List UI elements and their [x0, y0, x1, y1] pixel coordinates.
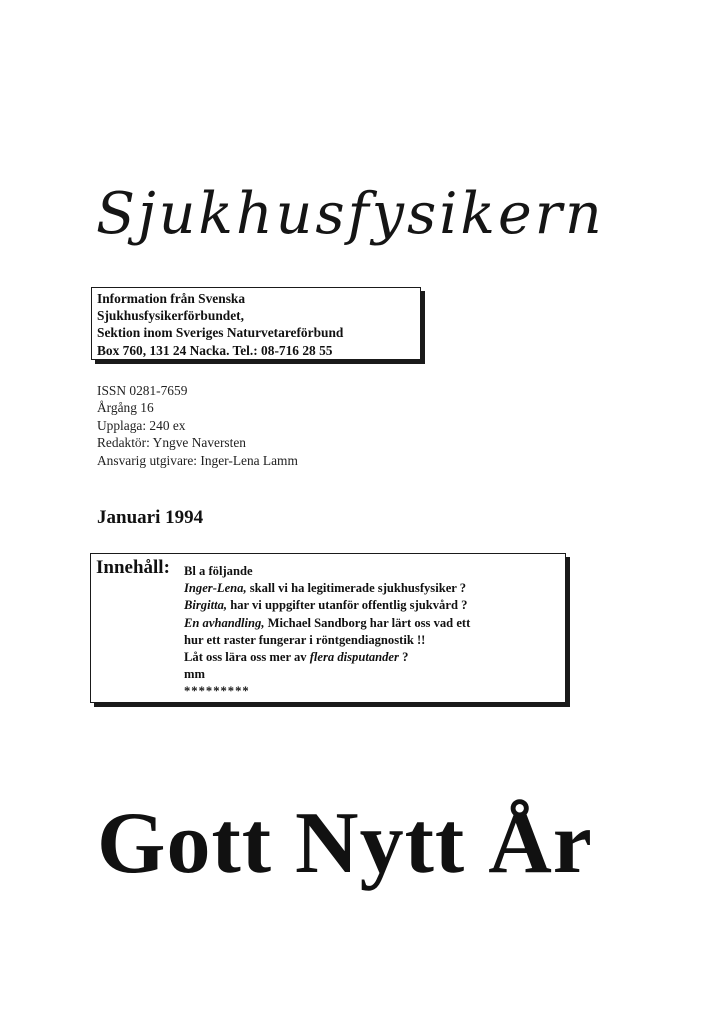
contents-item-text: Michael Sandborg har lärt oss vad ett: [264, 615, 471, 630]
info-line: Sektion inom Sveriges Naturvetareförbund: [97, 325, 344, 341]
publisher: Ansvarig utgivare: Inger-Lena Lamm: [97, 452, 298, 468]
issn: ISSN 0281-7659: [97, 383, 188, 398]
volume: Årgång 16: [97, 400, 154, 416]
info-line: Box 760, 131 24 Nacka. Tel.: 08-716 28 55: [97, 342, 333, 358]
publisher-info-box: [91, 287, 421, 360]
contents-item-text: Låt oss lära oss mer av: [184, 650, 310, 665]
contents-box: [90, 553, 566, 703]
contents-item: [184, 649, 470, 666]
masthead-title: Sjukhusfysikern: [96, 181, 605, 247]
contents-item-tail: ?: [398, 650, 409, 665]
contents-list: [184, 563, 470, 701]
contents-item: [184, 666, 470, 683]
contents-item-text: hur ett raster fungerar i röntgendiagnostik !!: [184, 632, 426, 647]
info-line: Information från Svenska: [97, 291, 246, 306]
contents-item-lead: En avhandling,: [184, 615, 265, 630]
publication-meta: [97, 382, 298, 469]
new-year-greeting: Gott Nytt År: [97, 795, 593, 892]
contents-item-text: har vi uppgifter utanför offentlig sjukvård ?: [227, 598, 468, 613]
issue-date: Januari 1994: [97, 507, 204, 528]
contents-item-text: Bl a följande: [184, 564, 253, 578]
contents-item-text: *********: [184, 684, 250, 699]
contents-item-lead: Birgitta,: [184, 598, 228, 613]
contents-item: [184, 597, 470, 614]
info-line: Sjukhusfysikerförbundet,: [97, 308, 244, 324]
editor: Redaktör: Yngve Naversten: [97, 435, 246, 451]
contents-item-separator: [184, 683, 470, 700]
contents-item: [184, 563, 470, 580]
contents-item-text: skall vi ha legitimerade sjukhusfysiker ?: [246, 581, 467, 596]
contents-heading: Innehåll:: [96, 557, 170, 578]
contents-item-lead: Inger-Lena,: [184, 581, 247, 596]
contents-item: [184, 580, 470, 597]
circulation: Upplaga: 240 ex: [97, 417, 186, 433]
contents-item-italic-phrase: flera disputander: [309, 650, 399, 665]
contents-item-text: mm: [184, 667, 205, 682]
contents-item: [184, 632, 470, 649]
contents-item: [184, 615, 470, 632]
